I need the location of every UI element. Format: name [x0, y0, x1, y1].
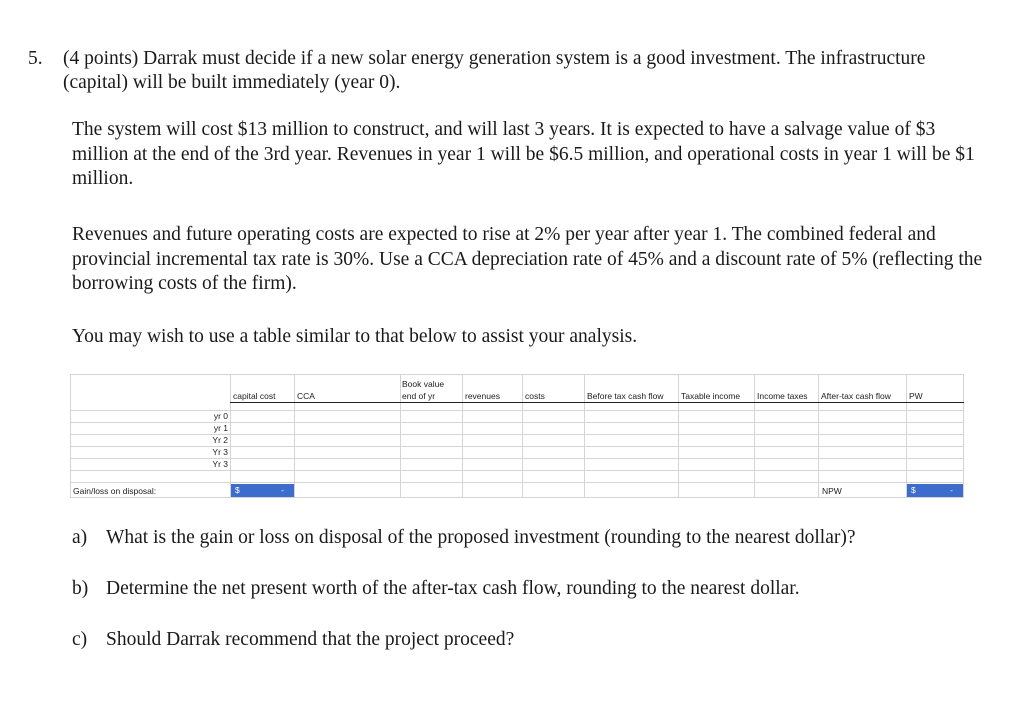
header-after-tax-cash-flow: After-tax cash flow [821, 391, 891, 401]
row-label-yr3: Yr 3 [212, 447, 228, 457]
npw-value: - [950, 485, 953, 495]
header-book-value-top: Book value [402, 379, 445, 389]
row-label-yr0: yr 0 [213, 411, 228, 421]
header-capital-cost: capital cost [233, 391, 276, 401]
row-label-yr1: yr 1 [213, 423, 228, 433]
sub-question-b-text: Determine the net present worth of the after-tax cash flow, rounding to the nearest dollar. [106, 578, 800, 599]
gain-loss-value: - [281, 485, 284, 495]
header-income-taxes: Income taxes [757, 391, 808, 401]
sub-question-c-text: Should Darrak recommend that the project proceed? [106, 629, 515, 650]
gain-loss-label: Gain/loss on disposal: [73, 486, 157, 496]
npw-label: NPW [822, 486, 842, 496]
problem-paragraph-1: The system will cost $13 million to construct, and will last 3 years. It is expected to have a salvage value of $3 million at the end of the 3rd year. Revenues in year 1 will be $6.5 million, and operational costs in year 1 will be $1 million. [72, 119, 975, 189]
gain-loss-currency: $ [235, 485, 240, 495]
row-label-yr2: Yr 2 [212, 435, 228, 445]
header-costs: costs [525, 391, 545, 401]
gain-loss-cell [231, 484, 294, 497]
problem-paragraph-2: Revenues and future operating costs are expected to rise at 2% per year after year 1. The combined federal and provincial incremental tax rate is 30%. Use a CCA depreciation rate of 45% and a discount rate of 5% (reflecting the borrowing costs of the firm). [72, 224, 983, 294]
sub-question-b-label: b) [72, 578, 89, 599]
spreadsheet-table [70, 374, 964, 498]
sub-question-a-label: a) [72, 527, 88, 548]
question-number: 5. [28, 48, 43, 69]
npw-cell [907, 484, 963, 497]
header-before-tax-cash-flow: Before tax cash flow [587, 391, 664, 401]
header-revenues: revenues [465, 391, 500, 401]
npw-currency: $ [911, 485, 916, 495]
problem-paragraph-3: You may wish to use a table similar to that below to assist your analysis. [72, 326, 638, 347]
sub-question-a-text: What is the gain or loss on disposal of the proposed investment (rounding to the nearest dollar)? [106, 527, 856, 548]
header-taxable-income: Taxable income [681, 391, 741, 401]
header-pw: PW [909, 391, 923, 401]
header-underline [230, 402, 964, 403]
row-label-yr3-salvage: Yr 3 [212, 459, 228, 469]
header-cca: CCA [297, 391, 315, 401]
header-book-value: end of yr [402, 391, 436, 401]
question-intro: (4 points) Darrak must decide if a new solar energy generation system is a good investment. The infrastructure (capital) will be built immediately (year 0). [63, 48, 926, 93]
sub-question-c-label: c) [72, 629, 88, 650]
